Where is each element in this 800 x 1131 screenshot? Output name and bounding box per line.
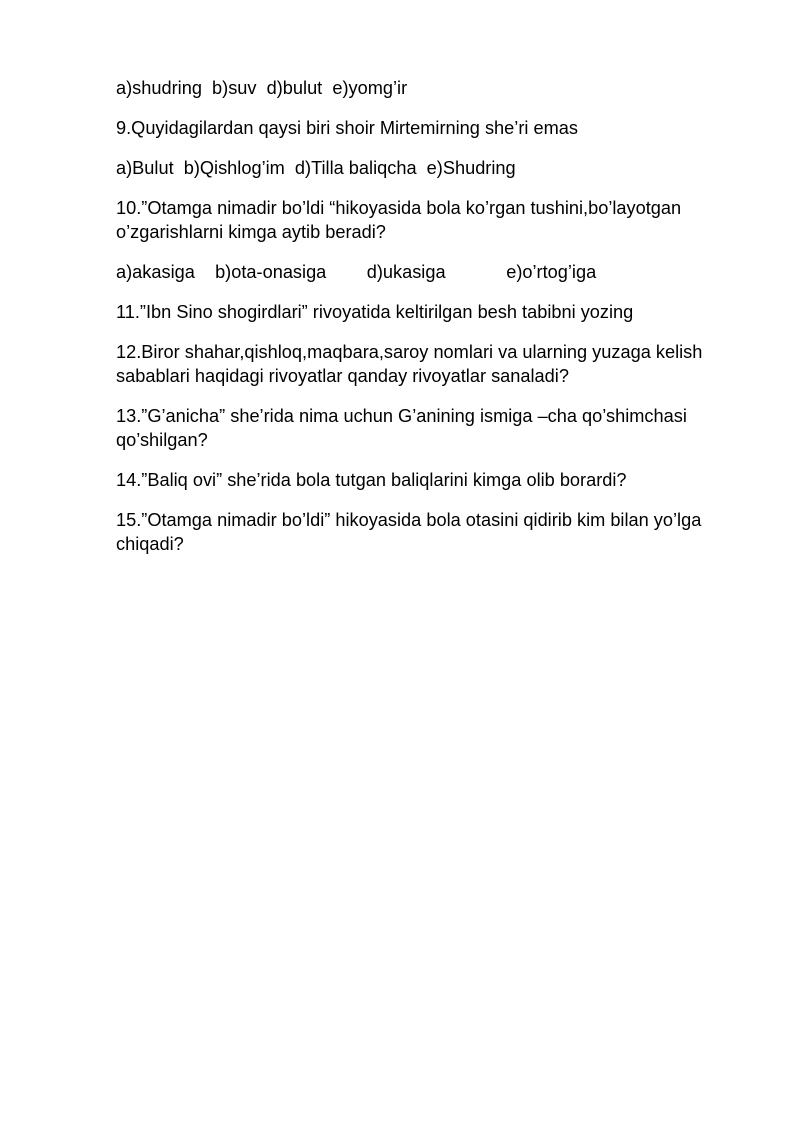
question-9: 9.Quyidagilardan qaysi biri shoir Mirtemirning she’ri emas: [116, 118, 578, 138]
question-15: 15.”Otamga nimadir bo’ldi” hikoyasida bola otasini qidirib kim bilan yo’lga chiqadi?: [116, 510, 702, 554]
answer-options-line: a)shudring b)suv d)bulut e)yomg’ir: [116, 78, 408, 98]
question-10: 10.”Otamga nimadir bo’ldi “hikoyasida bola ko’rgan tushini,bo’layotgan o’zgarishlarni kimga aytib beradi?: [116, 198, 682, 242]
question-13: 13.”G’anicha” she’rida nima uchun G’anining ismiga –cha qo’shimchasi qo’shilgan?: [116, 406, 687, 450]
answer-options-line: a)akasiga b)ota-onasiga d)ukasiga e)o’rtog’iga: [116, 262, 597, 282]
question-12: 12.Biror shahar,qishloq,maqbara,saroy nomlari va ularning yuzaga kelish sabablari haqidagi rivoyatlar qanday rivoyatlar sanaladi?: [116, 342, 703, 386]
question-11: 11.”Ibn Sino shogirdlari” rivoyatida keltirilgan besh tabibni yozing: [116, 302, 634, 322]
question-14: 14.”Baliq ovi” she’rida bola tutgan baliqlarini kimga olib borardi?: [116, 470, 627, 490]
document-page: [116, 76, 756, 572]
answer-options-line: a)Bulut b)Qishlog’im d)Tilla baliqcha e)Shudring: [116, 158, 516, 178]
